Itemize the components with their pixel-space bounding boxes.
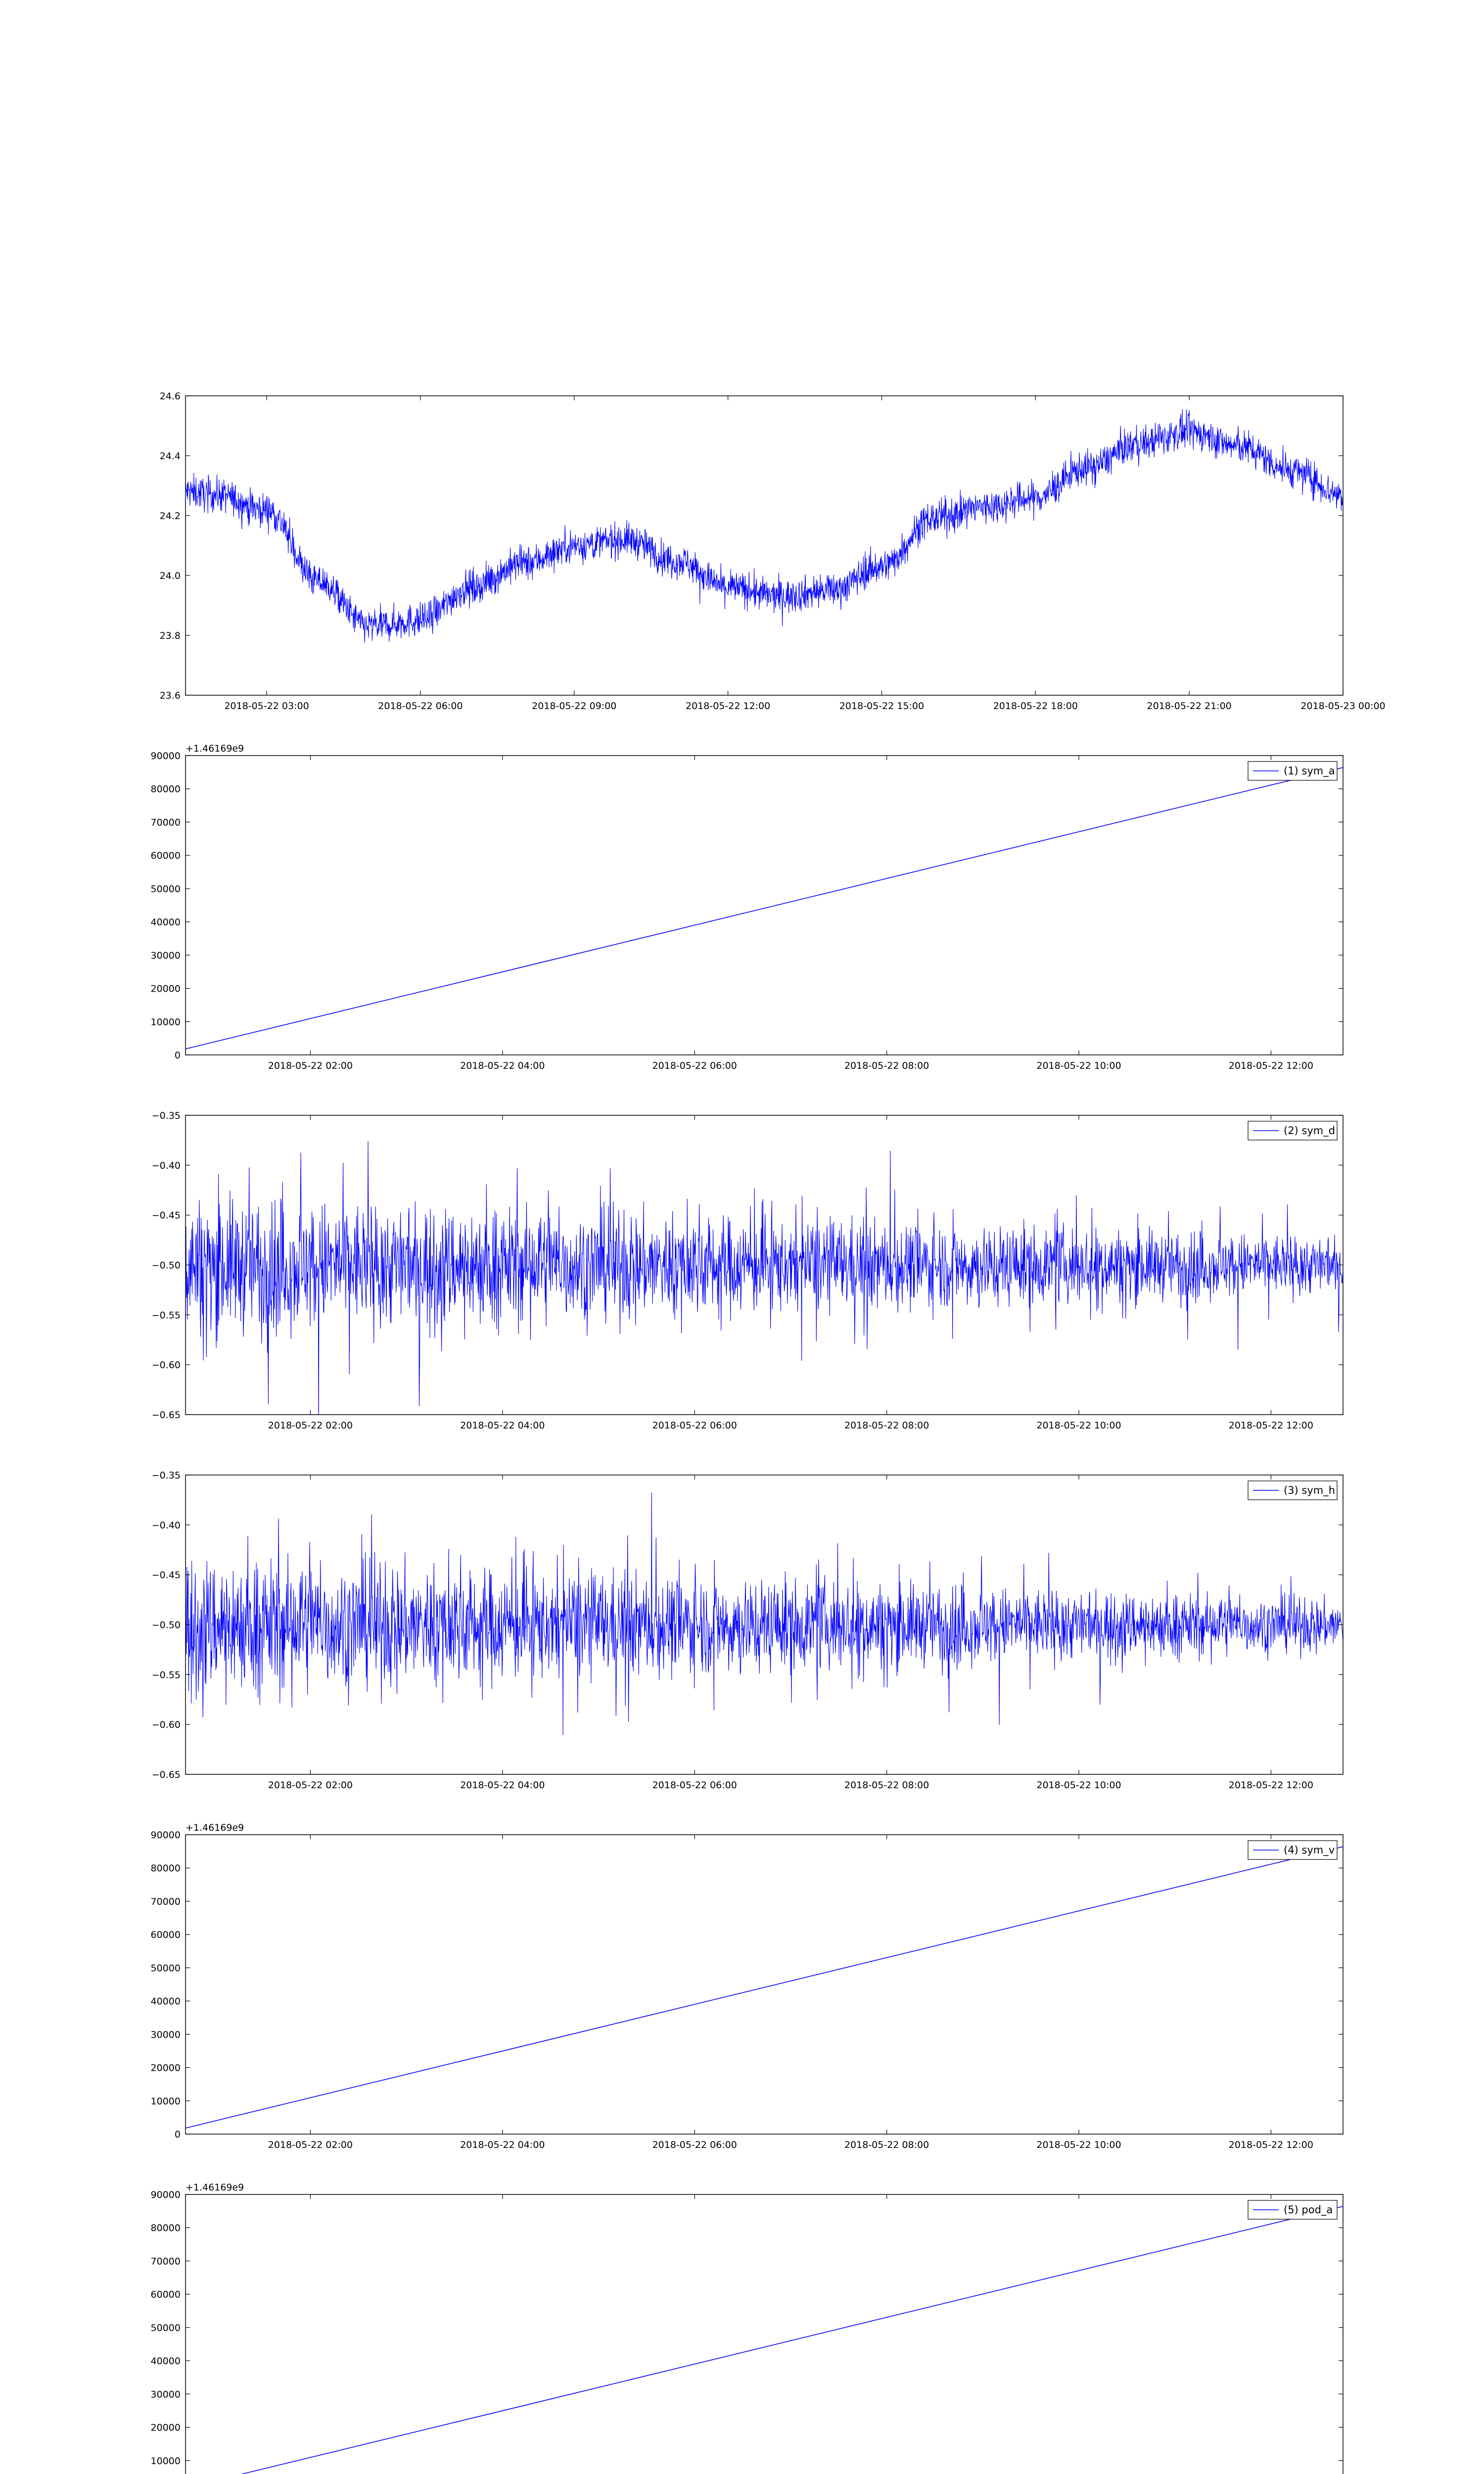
series-group <box>186 2206 1343 2474</box>
chart-panel-6 <box>151 2182 1343 2474</box>
x-tick-label: 2018-05-22 12:00 <box>1228 1420 1313 1431</box>
x-tick-label: 2018-05-22 08:00 <box>844 2140 929 2150</box>
axes-frame <box>186 396 1343 695</box>
series-line-5 <box>186 1847 1343 2128</box>
y-tick-label: 30000 <box>150 2389 181 2400</box>
x-tick-label: 2018-05-22 06:00 <box>378 701 463 712</box>
series-group <box>186 409 1343 643</box>
y-tick-label: 23.6 <box>159 690 181 701</box>
x-tick-label: 2018-05-22 10:00 <box>1036 2140 1121 2150</box>
x-tick-label: 2018-05-22 06:00 <box>652 1780 737 1791</box>
x-tick-label: 2018-05-22 10:00 <box>1036 1060 1121 1071</box>
y-tick-label: 40000 <box>150 1996 181 2007</box>
y-tick-label: 30000 <box>150 950 181 961</box>
series-line-4 <box>186 1493 1343 1735</box>
x-tick-label: 2018-05-22 08:00 <box>844 1060 929 1071</box>
x-tick-label: 2018-05-22 06:00 <box>652 1420 737 1431</box>
axis-offset-label: +1.46169e9 <box>186 2182 244 2193</box>
y-tick-label: 80000 <box>150 2223 181 2234</box>
x-tick-label: 2018-05-22 06:00 <box>652 1060 737 1071</box>
y-tick-label: 24.0 <box>159 571 181 581</box>
chart-panel-3 <box>152 1110 1343 1431</box>
y-tick-label: 50000 <box>150 2322 181 2333</box>
y-tick-label: 30000 <box>150 2029 181 2041</box>
chart-panel-2 <box>151 743 1343 1071</box>
x-tick-label: 2018-05-22 12:00 <box>1228 1780 1313 1791</box>
x-tick-label: 2018-05-22 10:00 <box>1036 1420 1121 1431</box>
y-tick-label: −0.50 <box>151 1260 181 1271</box>
y-tick-label: 40000 <box>150 917 181 928</box>
y-tick-label: 90000 <box>150 2189 181 2200</box>
x-tick-label: 2018-05-22 12:00 <box>1228 2140 1313 2150</box>
x-tick-label: 2018-05-22 08:00 <box>844 1780 929 1791</box>
axes-frame <box>186 756 1343 1055</box>
x-tick-label: 2018-05-22 04:00 <box>460 1420 545 1431</box>
x-tick-label: 2018-05-22 08:00 <box>844 1420 929 1431</box>
y-tick-label: 20000 <box>150 983 181 995</box>
y-tick-label: −0.40 <box>151 1520 181 1531</box>
series-line-3 <box>186 1141 1343 1430</box>
series-line-1 <box>186 409 1343 643</box>
series-group <box>186 767 1343 1049</box>
legend-label: (5) pod_a <box>1284 2204 1333 2216</box>
y-tick-label: −0.45 <box>151 1210 181 1221</box>
series-line-6 <box>186 2206 1343 2474</box>
y-tick-label: −0.55 <box>151 1669 181 1681</box>
legend <box>1248 1121 1337 1140</box>
chart-panel-5 <box>151 1822 1343 2150</box>
y-tick-label: 20000 <box>150 2422 181 2433</box>
y-tick-label: 0 <box>174 1050 181 1061</box>
y-tick-label: −0.65 <box>151 1410 181 1421</box>
y-tick-label: 70000 <box>150 1896 181 1907</box>
y-tick-label: 50000 <box>150 883 181 895</box>
y-tick-label: 23.8 <box>159 630 181 641</box>
y-tick-label: 50000 <box>150 1962 181 1974</box>
x-tick-label: 2018-05-22 18:00 <box>993 701 1078 712</box>
y-tick-label: −0.45 <box>151 1570 181 1581</box>
y-tick-label: 70000 <box>150 817 181 828</box>
x-tick-label: 2018-05-22 04:00 <box>460 2140 545 2150</box>
y-tick-label: 60000 <box>150 1929 181 1941</box>
chart-panel-1 <box>160 391 1386 712</box>
legend-label: (1) sym_a <box>1284 765 1335 777</box>
x-tick-label: 2018-05-22 02:00 <box>268 2140 353 2150</box>
x-tick-label: 2018-05-22 15:00 <box>839 701 925 712</box>
x-tick-label: 2018-05-22 02:00 <box>268 1420 353 1431</box>
legend-label: (2) sym_d <box>1284 1125 1336 1137</box>
y-tick-label: 60000 <box>150 2289 181 2300</box>
legend <box>1248 2200 1337 2219</box>
y-tick-label: 24.2 <box>159 511 181 522</box>
y-tick-label: 10000 <box>150 2095 181 2107</box>
axis-offset-label: +1.46169e9 <box>186 1822 244 1833</box>
y-tick-label: 90000 <box>150 1830 181 1841</box>
chart-panel-4 <box>152 1470 1343 1791</box>
x-tick-label: 2018-05-22 12:00 <box>685 701 771 712</box>
axes-frame <box>186 2194 1343 2474</box>
y-tick-label: −0.35 <box>151 1110 181 1121</box>
y-tick-label: −0.60 <box>151 1360 181 1371</box>
x-tick-label: 2018-05-22 04:00 <box>460 1780 545 1791</box>
y-tick-label: −0.60 <box>151 1719 181 1731</box>
y-tick-label: 10000 <box>150 2455 181 2467</box>
legend-label: (4) sym_v <box>1284 1844 1335 1856</box>
y-tick-label: −0.65 <box>151 1769 181 1780</box>
axes-frame <box>186 1835 1343 2134</box>
x-tick-label: 2018-05-22 10:00 <box>1036 1780 1121 1791</box>
x-tick-label: 2018-05-22 06:00 <box>652 2140 737 2150</box>
y-tick-label: 80000 <box>150 784 181 795</box>
x-tick-label: 2018-05-22 04:00 <box>460 1060 545 1071</box>
x-tick-label: 2018-05-22 09:00 <box>532 701 617 712</box>
legend <box>1248 761 1337 780</box>
y-tick-label: 24.6 <box>159 391 181 402</box>
y-tick-label: 10000 <box>150 1016 181 1028</box>
y-tick-label: −0.40 <box>151 1160 181 1171</box>
y-tick-label: −0.50 <box>151 1619 181 1631</box>
y-tick-label: 40000 <box>150 2356 181 2367</box>
legend-label: (3) sym_h <box>1284 1484 1336 1496</box>
y-tick-label: 60000 <box>150 850 181 861</box>
series-group <box>186 1493 1343 1735</box>
legend <box>1248 1481 1337 1500</box>
y-tick-label: −0.55 <box>151 1310 181 1321</box>
y-tick-label: 70000 <box>150 2256 181 2267</box>
y-tick-label: 0 <box>174 2129 181 2140</box>
y-tick-label: −0.35 <box>151 1470 181 1481</box>
series-group <box>186 1847 1343 2128</box>
legend <box>1248 1841 1337 1859</box>
x-tick-label: 2018-05-23 00:00 <box>1300 701 1386 712</box>
x-tick-label: 2018-05-22 02:00 <box>268 1780 353 1791</box>
axis-offset-label: +1.46169e9 <box>186 743 244 754</box>
y-tick-label: 90000 <box>150 751 181 761</box>
series-line-2 <box>186 767 1343 1049</box>
x-tick-label: 2018-05-22 21:00 <box>1147 701 1232 712</box>
x-tick-label: 2018-05-22 12:00 <box>1228 1060 1313 1071</box>
x-tick-label: 2018-05-22 03:00 <box>224 701 309 712</box>
y-tick-label: 80000 <box>150 1863 181 1874</box>
x-tick-label: 2018-05-22 02:00 <box>268 1060 353 1071</box>
series-group <box>186 1141 1343 1430</box>
y-tick-label: 24.4 <box>159 451 181 462</box>
y-tick-label: 20000 <box>150 2062 181 2074</box>
